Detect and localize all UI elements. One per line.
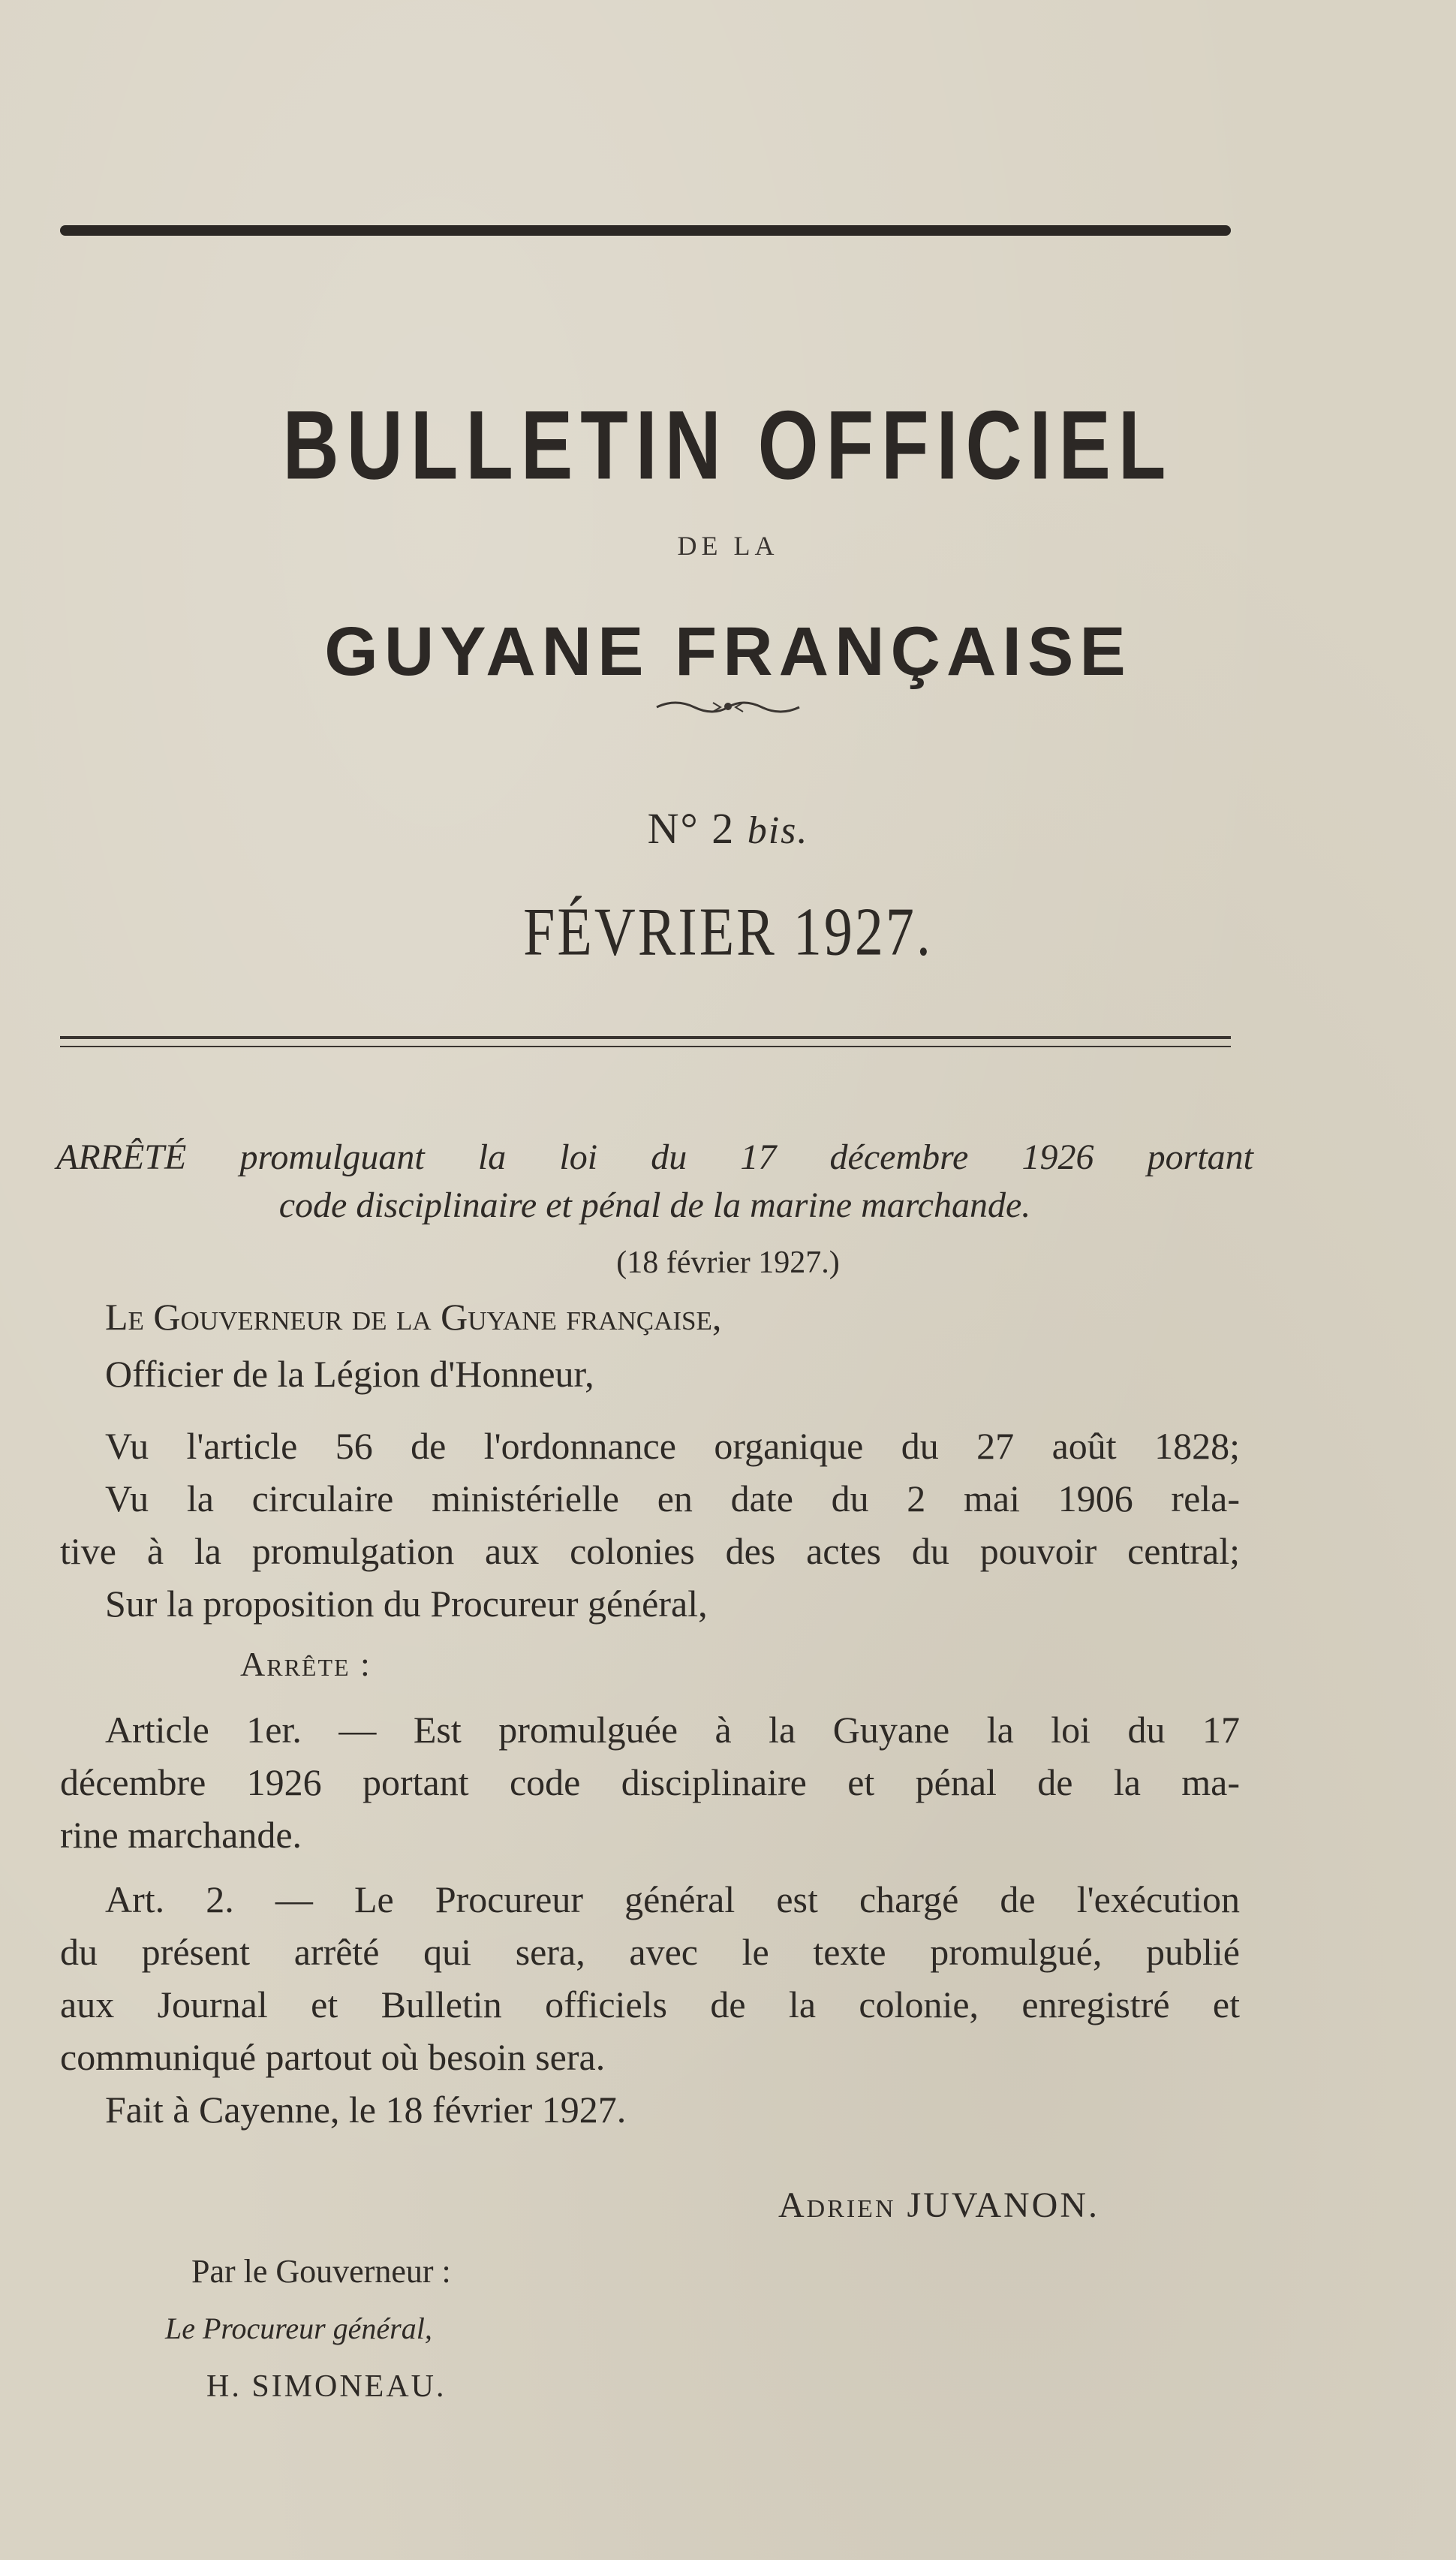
article1-line3: rine marchande. <box>60 1814 302 1856</box>
issue-month: FÉVRIER 1927. <box>523 894 933 970</box>
vu-circulaire-line2: tive à la promulgation aux colonies des actes du pouvoir central; <box>60 1530 1240 1572</box>
article1-line1: Article 1er. — Est promulguée à la Guyane la loi du 17 <box>105 1709 1240 1751</box>
double-rule-top <box>60 1036 1231 1039</box>
article1-line2: décembre 1926 portant code disciplinaire et pénal de la ma- <box>60 1761 1240 1803</box>
article2-line3: aux Journal et Bulletin officiels de la colonie, enregistré et <box>60 1983 1240 2025</box>
double-rule-bottom <box>60 1046 1231 1047</box>
governor-signature: Adrien JUVANON. <box>778 2185 1100 2225</box>
article2-line1: Art. 2. — Le Procureur général est chargé de l'exécution <box>105 1878 1240 1920</box>
article2-line4: communiqué partout où besoin sera. <box>60 2036 606 2078</box>
vu-circulaire-line1: Vu la circulaire ministérielle en date du 2 mai 1906 rela- <box>105 1477 1240 1519</box>
colony-title: GUYANE FRANÇAISE <box>324 613 1132 690</box>
procureur-title: Le Procureur général, <box>165 2312 432 2345</box>
gouverneur-line: Le Gouverneur de la Guyane française, <box>105 1296 722 1338</box>
issue-number <box>0 803 1456 854</box>
arrete-date: (18 février 1927.) <box>616 1245 840 1280</box>
ornament-flourish-icon <box>653 695 803 718</box>
procureur-signature: H. SIMONEAU. <box>206 2369 447 2404</box>
title-connector: DE LA <box>677 531 779 561</box>
arrete-heading-line2: code disciplinaire et pénal de la marine marchande. <box>278 1185 1031 1225</box>
article2-line2: du présent arrêté qui sera, avec le texte promulgué, publié <box>60 1931 1240 1973</box>
arrete-heading-line1: ARRÊTÉ promulguant la loi du 17 décembre 1926 portant <box>56 1137 1253 1177</box>
fait-line: Fait à Cayenne, le 18 février 1927. <box>105 2089 627 2131</box>
vu-article-line: Vu l'article 56 de l'ordonnance organique du 27 août 1828; <box>105 1425 1240 1467</box>
par-le-gouverneur: Par le Gouverneur : <box>191 2253 451 2290</box>
issue-number-value: N° 2 <box>647 804 736 853</box>
officier-line: Officier de la Légion d'Honneur, <box>105 1353 594 1395</box>
top-thick-rule <box>60 225 1231 236</box>
proposition-line: Sur la proposition du Procureur général, <box>105 1583 708 1625</box>
arrete-heading <box>56 1134 1253 1230</box>
issue-number-suffix: bis. <box>747 809 809 852</box>
bulletin-title: BULLETIN OFFICIEL <box>282 391 1174 501</box>
arrete-label: Arrête : <box>240 1645 372 1683</box>
